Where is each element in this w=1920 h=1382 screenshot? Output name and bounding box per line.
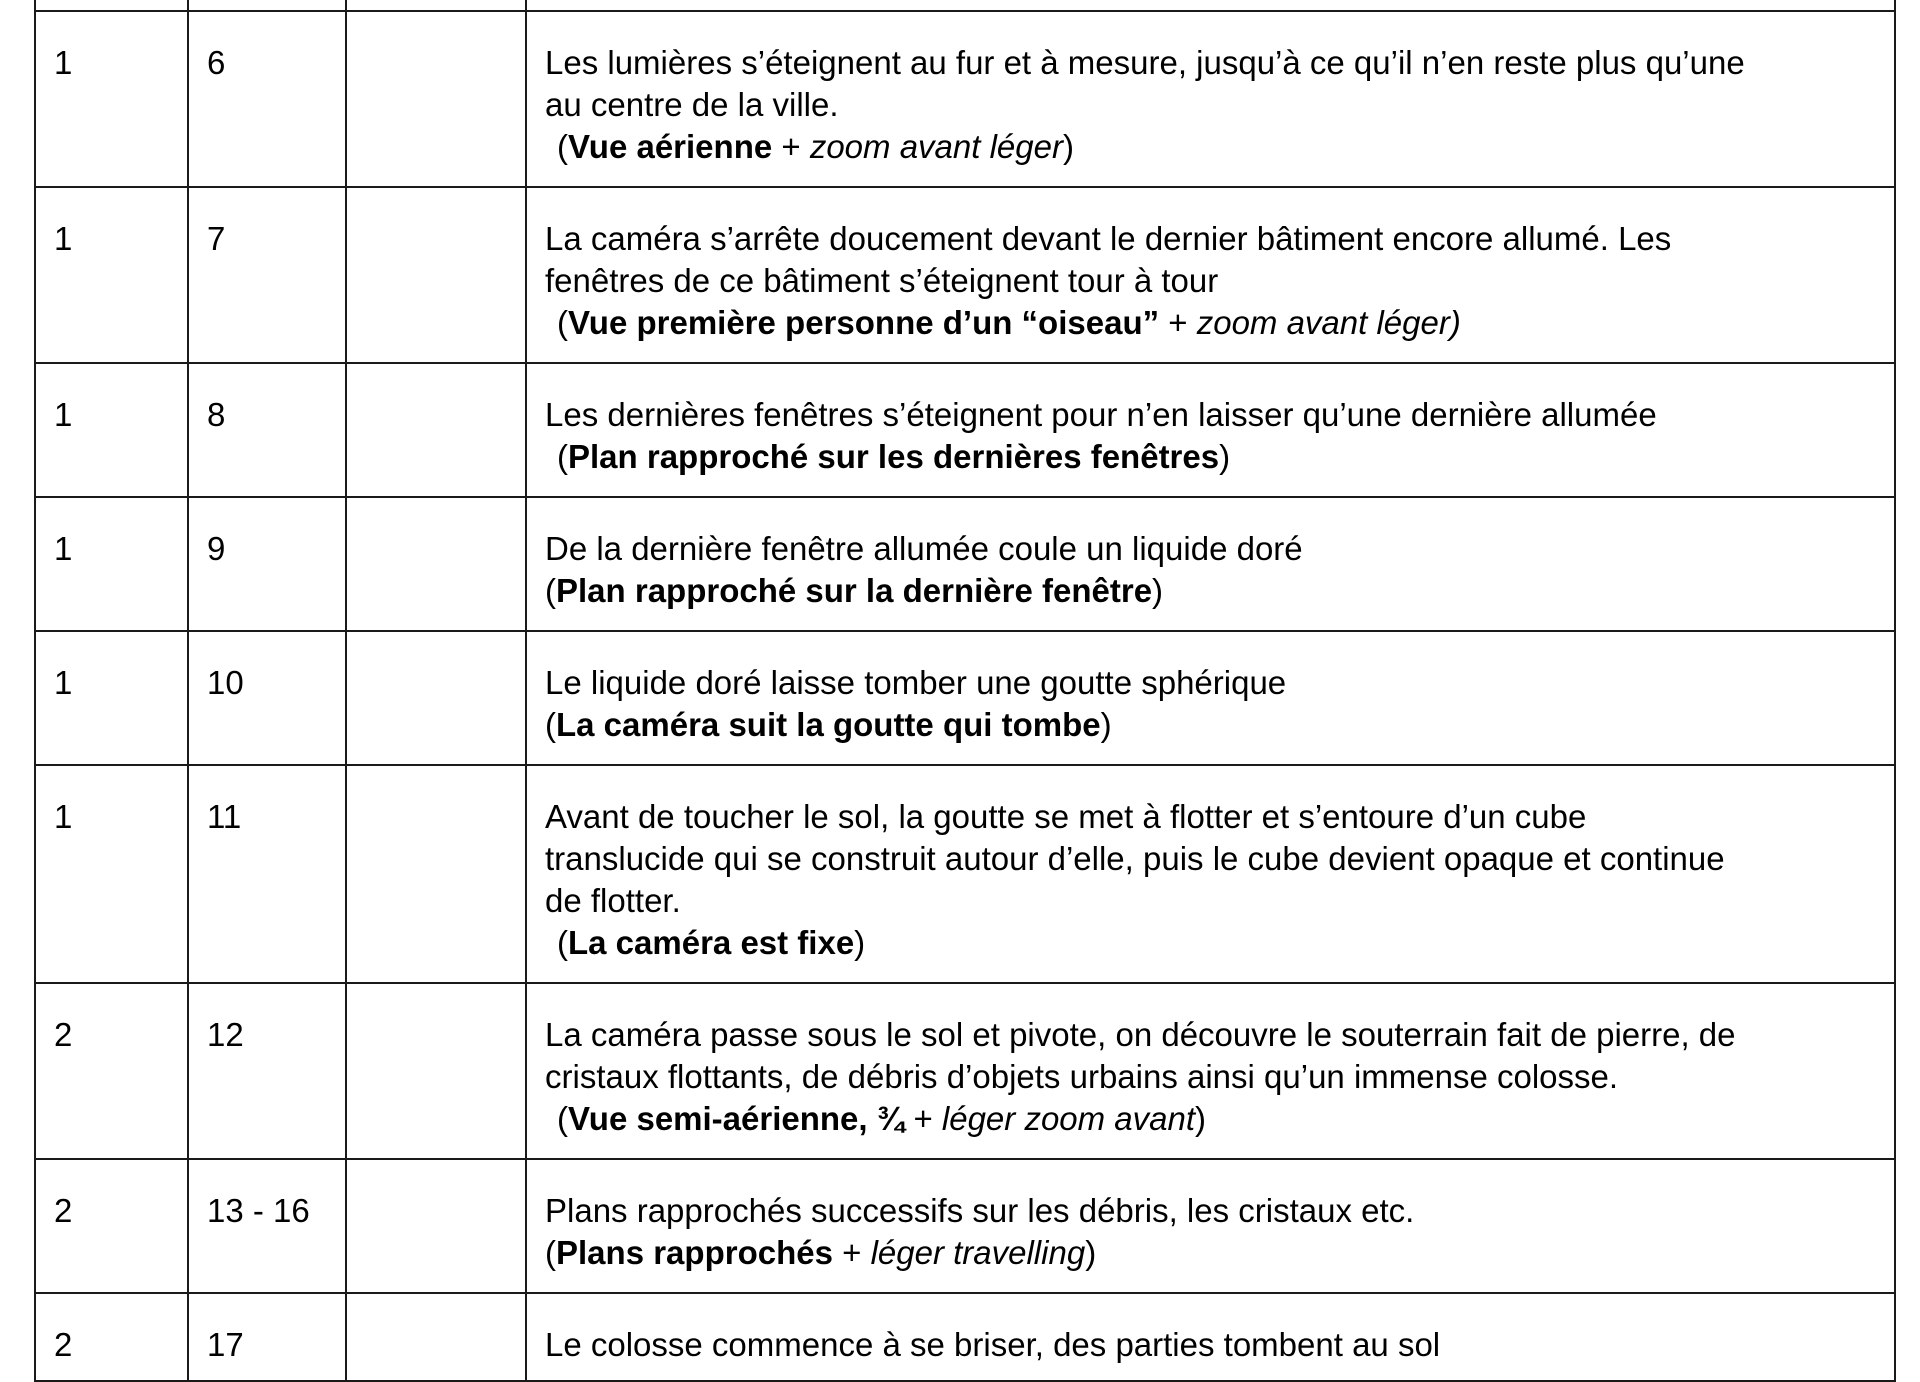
shot-cell: 13 - 16 xyxy=(188,1159,346,1293)
empty-cell xyxy=(346,1159,526,1293)
shot-cell: 12 xyxy=(188,983,346,1159)
table-row xyxy=(35,983,1895,1159)
shot-cell: 11 xyxy=(188,765,346,983)
table-cell xyxy=(188,0,346,11)
table-row xyxy=(35,765,1895,983)
description-line: Les lumières s’éteignent au fur et à mesure, jusqu’à ce qu’il n’en reste plus qu’une xyxy=(545,44,1745,81)
description-cell xyxy=(526,11,1895,187)
description-line: De la dernière fenêtre allumée coule un liquide doré xyxy=(545,530,1303,567)
shot-cell: 17 xyxy=(188,1293,346,1381)
empty-cell xyxy=(346,11,526,187)
description-line: Le colosse commence à se briser, des parties tombent au sol xyxy=(545,1326,1441,1363)
empty-cell xyxy=(346,497,526,631)
table-cell xyxy=(35,0,188,11)
empty-cell xyxy=(346,187,526,363)
sequence-cell: 2 xyxy=(35,1159,188,1293)
table-row xyxy=(35,187,1895,363)
sequence-cell: 1 xyxy=(35,363,188,497)
table-row xyxy=(35,1293,1895,1381)
shot-cell: 10 xyxy=(188,631,346,765)
camera-movement: léger travelling xyxy=(870,1234,1086,1271)
camera-shot-type: Plans rapprochés xyxy=(556,1234,833,1271)
description-line: au centre de la ville. xyxy=(545,86,839,123)
shot-cell: 7 xyxy=(188,187,346,363)
description-line: La caméra s’arrête doucement devant le dernier bâtiment encore allumé. Les xyxy=(545,220,1672,257)
camera-direction: (Plans rapprochés + léger travelling) xyxy=(545,1234,1097,1271)
description-line: cristaux flottants, de débris d’objets urbains ainsi qu’un immense colosse. xyxy=(545,1058,1619,1095)
camera-shot-type: Vue aérienne xyxy=(568,128,773,165)
storyboard-table xyxy=(34,0,1896,1382)
camera-direction: (La caméra est fixe) xyxy=(557,924,866,961)
table-row-stub xyxy=(35,0,1895,11)
camera-movement: léger zoom avant xyxy=(941,1100,1196,1137)
description-line: Avant de toucher le sol, la goutte se met à flotter et s’entoure d’un cube xyxy=(545,798,1587,835)
camera-separator: + xyxy=(772,128,810,165)
camera-shot-type: Plan rapproché sur la dernière fenêtre xyxy=(556,572,1153,609)
description-line: Les dernières fenêtres s’éteignent pour n’en laisser qu’une dernière allumée xyxy=(545,396,1657,433)
sequence-cell: 1 xyxy=(35,765,188,983)
camera-direction: (Plan rapproché sur les dernières fenêtres) xyxy=(557,438,1231,475)
table-row xyxy=(35,11,1895,187)
description-line: translucide qui se construit autour d’elle, puis le cube devient opaque et continue xyxy=(545,840,1725,877)
description-cell xyxy=(526,1293,1895,1381)
camera-direction: (La caméra suit la goutte qui tombe) xyxy=(545,706,1112,743)
camera-shot-type: La caméra est fixe xyxy=(568,924,855,961)
table-row xyxy=(35,497,1895,631)
empty-cell xyxy=(346,765,526,983)
camera-shot-type: La caméra suit la goutte qui tombe xyxy=(556,706,1101,743)
sequence-cell: 1 xyxy=(35,631,188,765)
empty-cell xyxy=(346,631,526,765)
sequence-cell: 2 xyxy=(35,983,188,1159)
description-cell xyxy=(526,497,1895,631)
description-line: La caméra passe sous le sol et pivote, on découvre le souterrain fait de pierre, de xyxy=(545,1016,1736,1053)
camera-separator: + xyxy=(1159,304,1197,341)
description-cell xyxy=(526,983,1895,1159)
empty-cell xyxy=(346,1293,526,1381)
camera-direction: (Plan rapproché sur la dernière fenêtre) xyxy=(545,572,1164,609)
camera-movement: zoom avant léger xyxy=(809,128,1063,165)
sequence-cell: 1 xyxy=(35,497,188,631)
table-row xyxy=(35,1159,1895,1293)
shot-cell: 8 xyxy=(188,363,346,497)
description-line: fenêtres de ce bâtiment s’éteignent tour à tour xyxy=(545,262,1219,299)
camera-shot-type: Vue semi-aérienne, ¾ xyxy=(568,1100,905,1137)
camera-shot-type: Plan rapproché sur les dernières fenêtres xyxy=(568,438,1220,475)
description-cell xyxy=(526,765,1895,983)
description-cell xyxy=(526,187,1895,363)
description-cell xyxy=(526,1159,1895,1293)
description-line: Plans rapprochés successifs sur les débris, les cristaux etc. xyxy=(545,1192,1415,1229)
description-cell xyxy=(526,363,1895,497)
camera-direction: (Vue semi-aérienne, ¾ + léger zoom avant) xyxy=(557,1100,1207,1137)
shot-cell: 6 xyxy=(188,11,346,187)
description-line: Le liquide doré laisse tomber une goutte sphérique xyxy=(545,664,1287,701)
description-cell xyxy=(526,631,1895,765)
camera-shot-type: Vue première personne d’un “oiseau” xyxy=(568,304,1160,341)
description-line: de flotter. xyxy=(545,882,681,919)
table-cell xyxy=(526,0,1895,11)
camera-movement: zoom avant léger) xyxy=(1196,304,1461,341)
table-row xyxy=(35,631,1895,765)
table-row xyxy=(35,363,1895,497)
table-cell xyxy=(346,0,526,11)
camera-separator: + xyxy=(904,1100,942,1137)
camera-direction: (Vue aérienne + zoom avant léger) xyxy=(557,128,1074,165)
sequence-cell: 1 xyxy=(35,11,188,187)
sequence-cell: 2 xyxy=(35,1293,188,1381)
shot-cell: 9 xyxy=(188,497,346,631)
camera-direction: (Vue première personne d’un “oiseau” + zoom avant léger) xyxy=(557,304,1461,341)
empty-cell xyxy=(346,983,526,1159)
camera-separator: + xyxy=(832,1234,871,1271)
empty-cell xyxy=(346,363,526,497)
sequence-cell: 1 xyxy=(35,187,188,363)
